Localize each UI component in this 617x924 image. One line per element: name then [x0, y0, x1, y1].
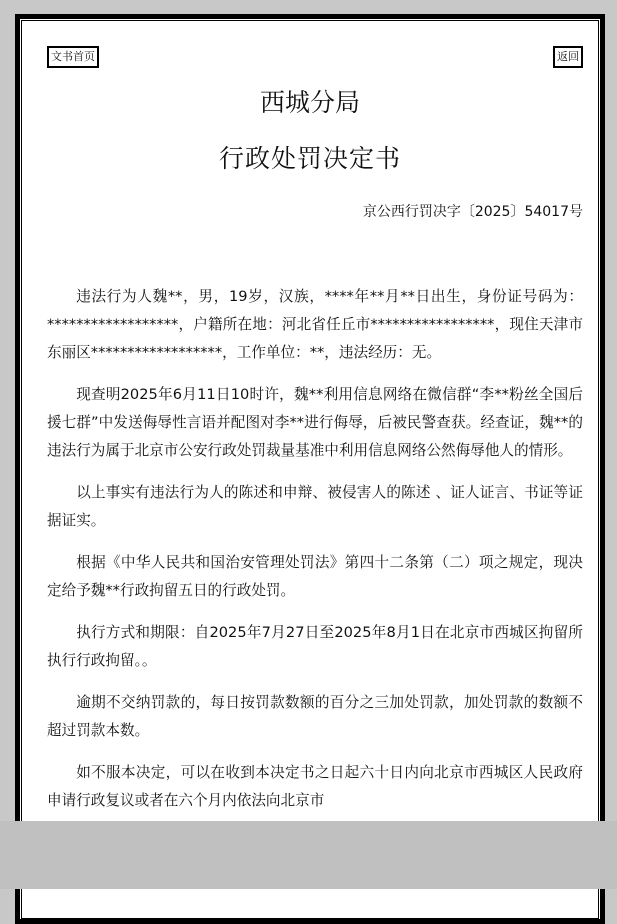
paragraph-late-fine: 逾期不交纳罚款的，每日按罚款数额的百分之三加处罚款，加处罚款的数额不超过罚款本数。	[47, 694, 583, 739]
document-frame	[15, 14, 605, 924]
paragraph-facts: 现查明2025年6月11日10时许，魏**利用信息网络在微信群“李**粉丝全国后援七群”中发送侮辱性言语并配图对李**进行侮辱，后被民警查获。经查证，魏**的违法行为属于北京市公安行政处罚裁量基准中利用信息网络公然侮辱他人的情形。	[47, 386, 583, 459]
gray-overlay-bottom	[0, 821, 617, 889]
paragraph-evidence: 以上事实有违法行为人的陈述和申辩、被侵害人的陈述 、证人证言、书证等证据证实。	[47, 484, 583, 529]
document-number: 京公西行罚决字〔2025〕54017号	[362, 204, 583, 220]
document-body	[47, 283, 583, 815]
back-button[interactable]: 返回	[553, 46, 583, 68]
paragraph-execution: 执行方式和期限：自2025年7月27日至2025年8月1日在北京市西城区拘留所执行行政拘留。。	[47, 624, 583, 669]
document-inner-border	[21, 20, 599, 919]
agency-title: 西城分局	[259, 88, 360, 117]
paragraph-offender-info: 违法行为人魏**，男，19岁，汉族，****年**月**日出生，身份证号码为：******************，户籍所在地：河北省任丘市*****************，现住天津市东丽区******************，工作单位：**，违法经历：无。	[47, 288, 583, 361]
paragraph-appeal: 如不服本决定，可以在收到本决定书之日起六十日内向北京市西城区人民政府申请行政复议或者在六个月内依法向北京市	[47, 764, 583, 809]
paragraph-legal-basis: 根据《中华人民共和国治安管理处罚法》第四十二条第（二）项之规定，现决定给予魏**行政拘留五日的行政处罚。	[47, 554, 583, 599]
document-title: 行政处罚决定书	[218, 144, 401, 173]
document-home-button[interactable]: 文书首页	[47, 46, 99, 68]
